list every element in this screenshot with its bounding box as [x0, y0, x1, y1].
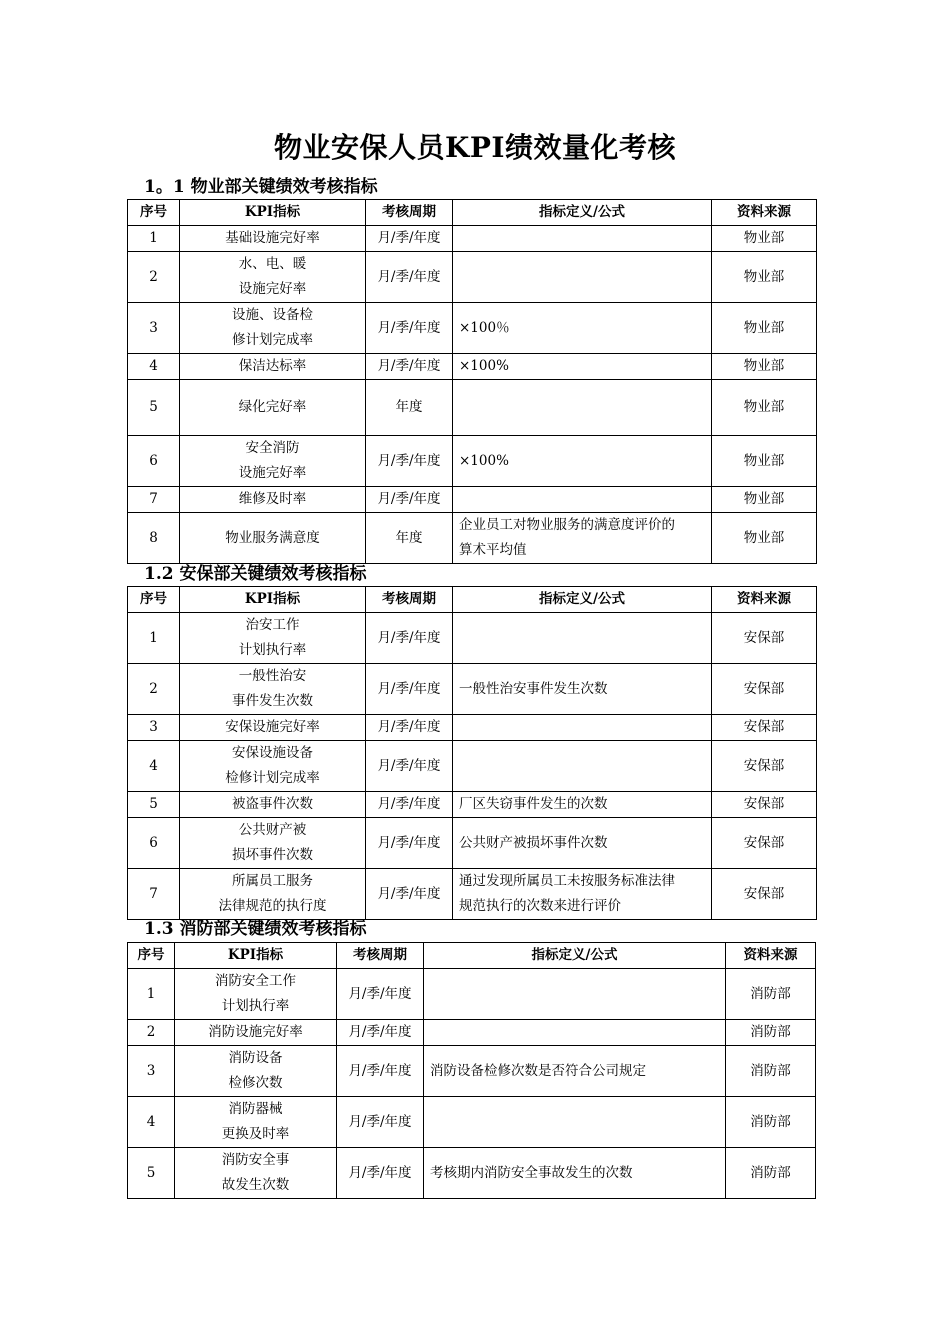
row-number: 7 [128, 869, 180, 920]
data-source: 物业部 [712, 436, 817, 487]
section-heading: 1。1 物业部关键绩效考核指标 [144, 177, 378, 197]
review-period: 年度 [366, 380, 453, 436]
section-heading: 1.2 安保部关键绩效考核指标 [144, 564, 367, 584]
data-source: 消防部 [726, 1097, 816, 1148]
kpi-name [180, 869, 366, 920]
no-header: 序号 [128, 200, 180, 226]
kpi-table [127, 942, 816, 1199]
definition-header: 指标定义/公式 [424, 943, 726, 969]
kpi-name-line: 安保设施完好率 [225, 719, 320, 735]
review-period: 月/季/年度 [366, 792, 453, 818]
kpi-name [175, 1097, 337, 1148]
row-number: 5 [128, 1148, 175, 1199]
definition-formula [424, 1046, 726, 1097]
kpi-name [180, 303, 366, 354]
definition-line: 规范执行的次数来进行评价 [459, 898, 621, 914]
data-source: 消防部 [726, 1020, 816, 1046]
review-period: 月/季/年度 [366, 741, 453, 792]
definition-line: 算术平均值 [459, 542, 527, 558]
data-source: 安保部 [712, 715, 817, 741]
kpi-name [180, 613, 366, 664]
row-number: 4 [128, 741, 180, 792]
kpi-name [180, 513, 366, 564]
kpi-name-line: 基础设施完好率 [225, 230, 320, 246]
table-row [128, 252, 817, 303]
definition-formula [453, 487, 712, 513]
period-header: 考核周期 [366, 200, 453, 226]
row-number: 4 [128, 1097, 175, 1148]
review-period: 月/季/年度 [337, 1046, 424, 1097]
data-source: 消防部 [726, 969, 816, 1020]
review-period: 月/季/年度 [366, 664, 453, 715]
review-period: 月/季/年度 [366, 303, 453, 354]
table-row [128, 969, 816, 1020]
definition-header: 指标定义/公式 [453, 200, 712, 226]
definition-line: ×100％ [459, 319, 510, 336]
table-row [128, 664, 817, 715]
definition-line: ×100% [459, 358, 509, 374]
data-source: 物业部 [712, 513, 817, 564]
definition-line: 企业员工对物业服务的满意度评价的 [459, 517, 675, 533]
kpi-name-line: 一般性治安 [238, 668, 307, 684]
data-source: 物业部 [712, 487, 817, 513]
table-row [128, 487, 817, 513]
table-row [128, 436, 817, 487]
table-row [128, 1046, 816, 1097]
kpi-name [175, 1020, 337, 1046]
kpi-name-line: 安保设施设备 [232, 745, 313, 761]
kpi-name-line: 消防器械 [228, 1101, 283, 1117]
kpi-name-line: 计划执行率 [238, 642, 307, 658]
table-row [128, 818, 817, 869]
row-number: 5 [128, 792, 180, 818]
row-number: 1 [128, 969, 175, 1020]
table-header-row [128, 587, 817, 613]
row-number: 5 [128, 380, 180, 436]
definition-formula [453, 380, 712, 436]
kpi-name-line: 安全消防 [245, 440, 300, 456]
definition-formula [453, 436, 712, 487]
row-number: 2 [128, 664, 180, 715]
definition-formula [453, 792, 712, 818]
table-header-row [128, 200, 817, 226]
definition-line: 通过发现所属员工未按服务标准法律 [459, 873, 675, 889]
table-row [128, 1020, 816, 1046]
row-number: 1 [128, 613, 180, 664]
kpi-name [180, 436, 366, 487]
review-period: 年度 [366, 513, 453, 564]
no-header: 序号 [128, 587, 180, 613]
definition-header: 指标定义/公式 [453, 587, 712, 613]
definition-formula [424, 1020, 726, 1046]
row-number: 2 [128, 1020, 175, 1046]
kpi-name-line: 消防安全工作 [215, 973, 296, 989]
review-period: 月/季/年度 [366, 252, 453, 303]
data-source: 安保部 [712, 792, 817, 818]
definition-formula [453, 252, 712, 303]
table-row [128, 715, 817, 741]
data-source: 物业部 [712, 303, 817, 354]
data-source: 物业部 [712, 380, 817, 436]
source-header: 资料来源 [712, 200, 817, 226]
definition-formula [453, 513, 712, 564]
page-title: 物业安保人员KPI绩效量化考核 [274, 131, 676, 164]
kpi-name-line: 设施、设备检 [232, 307, 313, 323]
kpi-name-line: 法律规范的执行度 [218, 898, 327, 914]
kpi-name-line: 被盗事件次数 [232, 796, 313, 812]
kpi-name [180, 380, 366, 436]
review-period: 月/季/年度 [366, 613, 453, 664]
table-row [128, 1097, 816, 1148]
section-heading: 1.3 消防部关键绩效考核指标 [144, 919, 367, 939]
kpi-name [180, 664, 366, 715]
source-header: 资料来源 [712, 587, 817, 613]
row-number: 7 [128, 487, 180, 513]
kpi-header: KPI指标 [175, 943, 337, 969]
review-period: 月/季/年度 [366, 487, 453, 513]
data-source: 消防部 [726, 1046, 816, 1097]
kpi-name [180, 252, 366, 303]
definition-formula [453, 354, 712, 380]
row-number: 3 [128, 715, 180, 741]
review-period: 月/季/年度 [366, 354, 453, 380]
table-row [128, 613, 817, 664]
table-row [128, 792, 817, 818]
review-period: 月/季/年度 [366, 436, 453, 487]
kpi-name-line: 事件发生次数 [232, 693, 313, 709]
kpi-name [180, 487, 366, 513]
kpi-name [180, 818, 366, 869]
review-period: 月/季/年度 [366, 818, 453, 869]
period-header: 考核周期 [337, 943, 424, 969]
kpi-name [180, 226, 366, 252]
data-source: 安保部 [712, 613, 817, 664]
row-number: 6 [128, 436, 180, 487]
kpi-name-line: 消防安全事 [221, 1152, 290, 1168]
kpi-name-line: 物业服务满意度 [225, 529, 320, 546]
kpi-name-line: 治安工作 [245, 617, 300, 633]
kpi-table [127, 586, 817, 920]
data-source: 物业部 [712, 354, 817, 380]
kpi-name [180, 792, 366, 818]
kpi-name-line: 所属员工服务 [232, 873, 313, 889]
table-row [128, 303, 817, 354]
data-source: 安保部 [712, 869, 817, 920]
data-source: 物业部 [712, 226, 817, 252]
definition-line: 消防设备检修次数是否符合公司规定 [430, 1062, 646, 1079]
definition-formula [453, 303, 712, 354]
definition-formula [453, 715, 712, 741]
kpi-name [175, 1046, 337, 1097]
row-number: 2 [128, 252, 180, 303]
definition-formula [424, 1097, 726, 1148]
definition-formula [453, 818, 712, 869]
kpi-header: KPI指标 [180, 200, 366, 226]
period-header: 考核周期 [366, 587, 453, 613]
review-period: 月/季/年度 [337, 1097, 424, 1148]
review-period: 月/季/年度 [366, 869, 453, 920]
data-source: 物业部 [712, 252, 817, 303]
row-number: 6 [128, 818, 180, 869]
definition-formula [424, 1148, 726, 1199]
definition-line: 厂区失窃事件发生的次数 [459, 796, 608, 812]
definition-formula [424, 969, 726, 1020]
kpi-name-line: 维修及时率 [238, 491, 307, 507]
review-period: 月/季/年度 [337, 1020, 424, 1046]
kpi-name-line: 设施完好率 [238, 465, 307, 481]
kpi-name-line: 检修计划完成率 [225, 770, 320, 786]
kpi-name-line: 检修次数 [228, 1075, 283, 1091]
kpi-name-line: 更换及时率 [221, 1126, 290, 1142]
table-row [128, 1148, 816, 1199]
kpi-name-line: 修计划完成率 [232, 332, 313, 348]
kpi-name-line: 故发生次数 [221, 1177, 290, 1193]
definition-formula [453, 664, 712, 715]
row-number: 3 [128, 303, 180, 354]
table-header-row [128, 943, 816, 969]
row-number: 4 [128, 354, 180, 380]
row-number: 3 [128, 1046, 175, 1097]
kpi-name-line: 公共财产被 [238, 822, 307, 838]
data-source: 安保部 [712, 664, 817, 715]
kpi-name-line: 损坏事件次数 [232, 847, 313, 863]
source-header: 资料来源 [726, 943, 816, 969]
review-period: 月/季/年度 [337, 969, 424, 1020]
table-row [128, 380, 817, 436]
kpi-name [175, 1148, 337, 1199]
table-row [128, 869, 817, 920]
review-period: 月/季/年度 [366, 715, 453, 741]
definition-formula [453, 226, 712, 252]
kpi-name-line: 水、电、暖 [238, 256, 307, 272]
kpi-name-line: 计划执行率 [221, 998, 290, 1014]
row-number: 8 [128, 513, 180, 564]
kpi-name-line: 消防设备 [228, 1050, 283, 1066]
data-source: 安保部 [712, 818, 817, 869]
data-source: 安保部 [712, 741, 817, 792]
table-row [128, 226, 817, 252]
definition-line: 考核期内消防安全事故发生的次数 [430, 1164, 633, 1181]
kpi-name [180, 715, 366, 741]
review-period: 月/季/年度 [337, 1148, 424, 1199]
kpi-name-line: 绿化完好率 [238, 399, 307, 415]
review-period: 月/季/年度 [366, 226, 453, 252]
definition-formula [453, 613, 712, 664]
no-header: 序号 [128, 943, 175, 969]
definition-line: ×100% [459, 452, 509, 469]
kpi-name-line: 设施完好率 [238, 281, 307, 297]
kpi-name [180, 354, 366, 380]
row-number: 1 [128, 226, 180, 252]
definition-line: 一般性治安事件发生次数 [459, 680, 608, 697]
table-row [128, 354, 817, 380]
kpi-name-line: 消防设施完好率 [208, 1024, 303, 1040]
data-source: 消防部 [726, 1148, 816, 1199]
table-row [128, 741, 817, 792]
kpi-name [180, 741, 366, 792]
definition-formula [453, 741, 712, 792]
definition-line: 公共财产被损坏事件次数 [459, 834, 608, 851]
kpi-name [175, 969, 337, 1020]
kpi-name-line: 保洁达标率 [238, 358, 307, 374]
kpi-header: KPI指标 [180, 587, 366, 613]
kpi-table [127, 199, 817, 564]
table-row [128, 513, 817, 564]
definition-formula [453, 869, 712, 920]
